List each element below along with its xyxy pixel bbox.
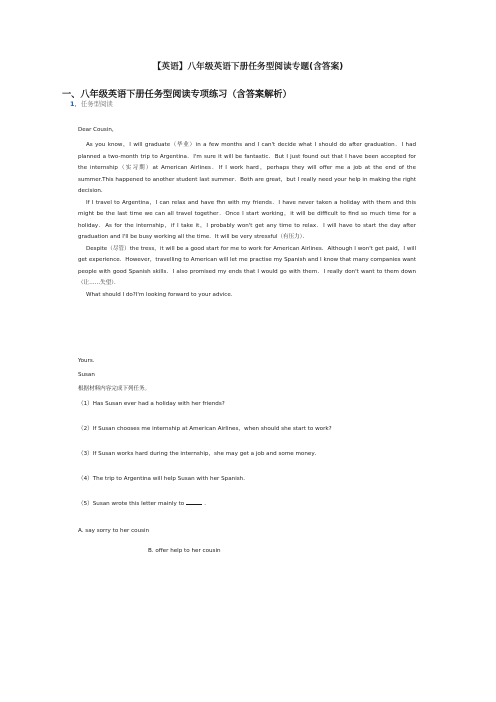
letter-paragraph-1: As you know，I will graduate（毕业）in a few months and I can't decide what I should do after graduation．I had planned a two-month trip to Argentina．I'm sure it will be fantastic．But I just found out that I have been accepted for the internship（实习期）at American Airlines．If I work hard，perhaps they will offer me a job at the end of the summer.This happened to another student last summer．Both are great，but I really need your help in making the right decision． xyxy=(78,142,416,194)
option-a[interactable]: A. say sorry to her cousin xyxy=(78,528,150,534)
document-title: 【英语】八年级英语下册任务型阅读专题(含答案) xyxy=(152,62,344,72)
option-b[interactable]: B. offer help to her cousin xyxy=(148,548,221,554)
answer-blank[interactable] xyxy=(186,499,202,505)
subheading-number: 1． xyxy=(70,100,81,108)
letter-signature: Susan xyxy=(78,372,95,378)
question-3: （3）If Susan works hard during the internship，she may get a job and some money． xyxy=(78,451,321,457)
question-5 xyxy=(78,499,210,507)
letter-greeting: Dear Cousin， xyxy=(78,127,118,133)
task-instruction: 根据材料内容完成下列任务。 xyxy=(78,386,151,392)
question-2: （2）If Susan chooses me internship at American Airlines，when should she start to work? xyxy=(78,426,332,432)
letter-body xyxy=(78,140,416,301)
question-5-text: （5）Susan wrote this letter mainly to xyxy=(78,501,185,507)
question-1: （1）Has Susan ever had a holiday with her friends? xyxy=(78,401,225,407)
letter-paragraph-2: If I travel to Argentina，I can relax and have fhn with my friends．I have never taken a holiday with them and this might be the last time we can all travel together．Once I start working，it will be difficult to find so much time for a holiday．As for the internship，if I take it，I probably won't get any time to relax．I will have to start the day after graduation and I'll be busy working all the time．It will be very stressful（有压力）． xyxy=(78,199,416,240)
subheading xyxy=(70,99,113,108)
letter-paragraph-4: What should I do?I'm looking forward to your advice. xyxy=(86,291,233,298)
letter-closing: Yours. xyxy=(78,358,95,364)
letter-paragraph-3: Despite（尽管）the tress，it will be a good start for me to work for American Airlines．Although I won't get paid，I will get experience．However，travelling to American will let me practise my Spanish and I know that many companies want people with good Spanish skills．I also promised my ends that I would go with them．I really don't want to them down（让……失望）． xyxy=(78,245,416,286)
question-4: （4）The trip to Argentina will help Susan with her Spanish． xyxy=(78,476,249,482)
question-5-end: ． xyxy=(204,501,210,507)
subheading-text: 任务型阅读 xyxy=(80,100,113,108)
section-heading: 一、八年级英语下册任务型阅读专项练习（含答案解析） xyxy=(62,89,292,100)
